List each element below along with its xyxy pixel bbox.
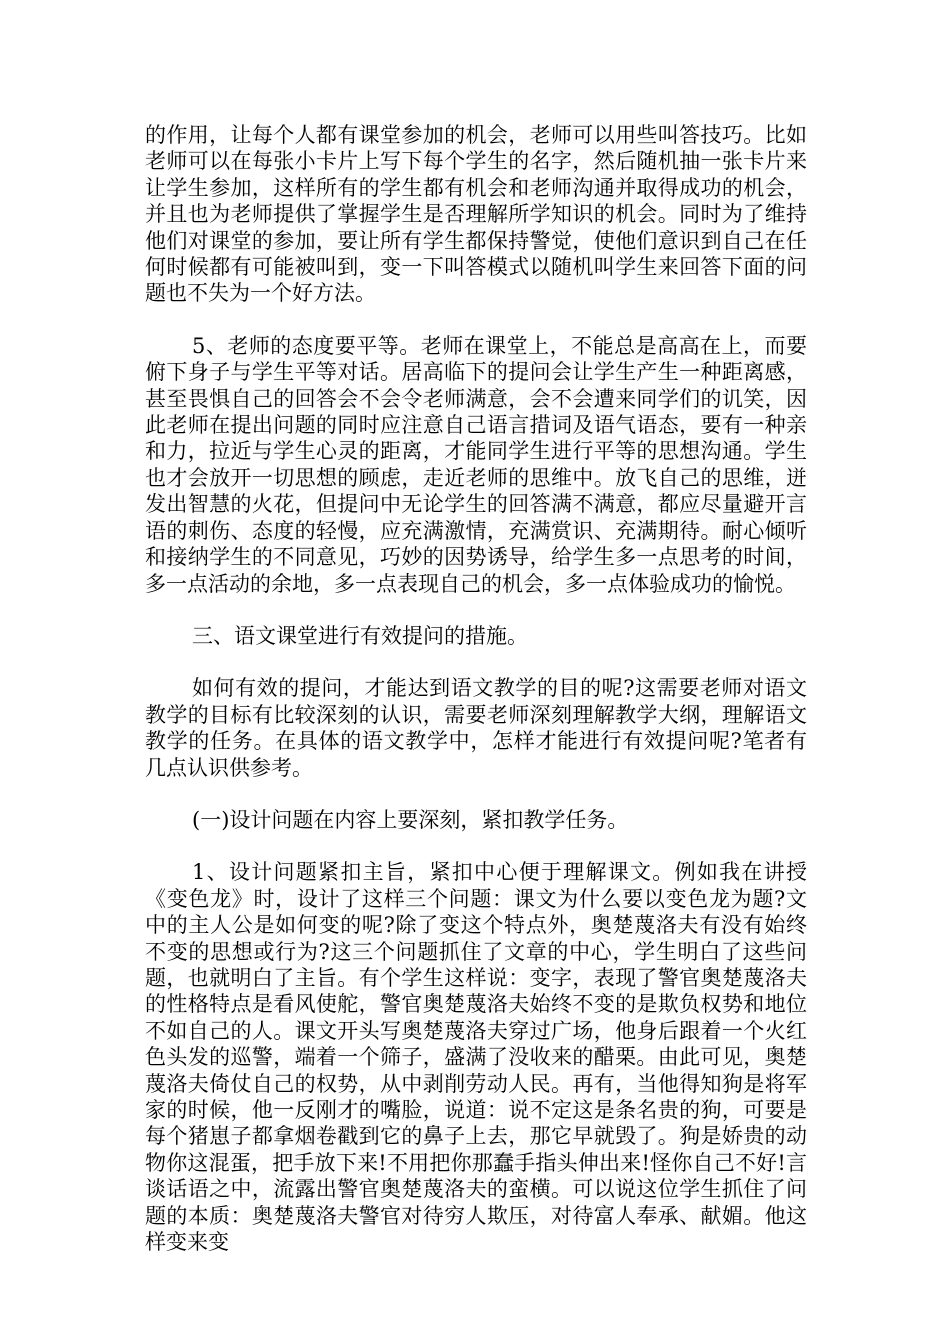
section-heading-measures: 三、语文课堂进行有效提问的措施。 [192,623,528,648]
paragraph-chameleon-example: 1、设计问题紧扣主旨，紧扣中心便于理解课文。例如我在讲授《变色龙》时，设计了这样三个问题：课文为什么要以变色龙为题?文中的主人公是如何变的呢?除了变这个特点外，奥楚蔑洛夫有没有始终不变的思想或行为?这三个问题抓住了文章的中心，学生明白了这些问题，也就明白了主旨。有个学生这样说：变字，表现了警官奥楚蔑洛夫的性格特点是看风使舵，警官奥楚蔑洛夫始终不变的是欺负权势和地位不如自己的人。课文开头写奥楚蔑洛夫穿过广场，他身后跟着一个火红色头发的巡警，端着一个筛子，盛满了没收来的醋栗。由此可见，奥楚蔑洛夫倚仗自己的权势，从中剥削劳动人民。再有，当他得知狗是将军家的时候，他一反刚才的嘴脸，说道：说不定这是条名贵的狗，可要是每个猪崽子都拿烟卷戳到它的鼻子上去，那它早就毁了。狗是娇贵的动物你这混蛋，把手放下来!不用把你那蠢手指头伸出来!怪你自己不好!言谈话语之中，流露出警官奥楚蔑洛夫的蛮横。可以说这位学生抓住了问题的本质：奥楚蔑洛夫警官对待穷人欺压，对待富人奉承、献媚。他这样变来变 [145,860,807,1255]
paragraph-effective-questioning: 如何有效的提问，才能达到语文教学的目的呢?这需要老师对语文教学的目标有比较深刻的认识，需要老师深刻理解教学大纲，理解语文教学的任务。在具体的语文教学中，怎样才能进行有效提问呢?笔者有几点认识供参考。 [145,676,807,780]
document-page [145,122,807,1255]
paragraph-continuation: 的作用，让每个人都有课堂参加的机会，老师可以用些叫答技巧。比如老师可以在每张小卡片上写下每个学生的名字，然后随机抽一张卡片来让学生参加，这样所有的学生都有机会和老师沟通并取得成功的机会，并且也为老师提供了掌握学生是否理解所学知识的机会。同时为了维持他们对课堂的参加，要让所有学生都保持警觉，使他们意识到自己在任何时候都有可能被叫到，变一下叫答模式以随机叫学生来回答下面的问题也不失为一个好方法。 [145,123,807,306]
subsection-heading-design-questions: (一)设计问题在内容上要深刻，紧扣教学任务。 [192,807,629,832]
paragraph-teacher-attitude: 5、老师的态度要平等。老师在课堂上，不能总是高高在上，而要俯下身子与学生平等对话。居高临下的提问会让学生产生一种距离感，甚至畏惧自己的回答会不会令老师满意，会不会遭来同学们的讥笑，因此老师在提出问题的同时应注意自己语言措词及语气语态，要有一种亲和力，拉近与学生心灵的距离，才能同学生进行平等的思想沟通。学生也才会放开一切思想的顾虑，走近老师的思维中。放飞自己的思维，迸发出智慧的火花，但提问中无论学生的回答满不满意，都应尽量避开言语的刺伤、态度的轻慢，应充满激情，充满赏识、充满期待。耐心倾听和接纳学生的不同意见，巧妙的因势诱导，给学生多一点思考的时间，多一点活动的余地，多一点表现自己的机会，多一点体验成功的愉悦。 [145,333,807,596]
